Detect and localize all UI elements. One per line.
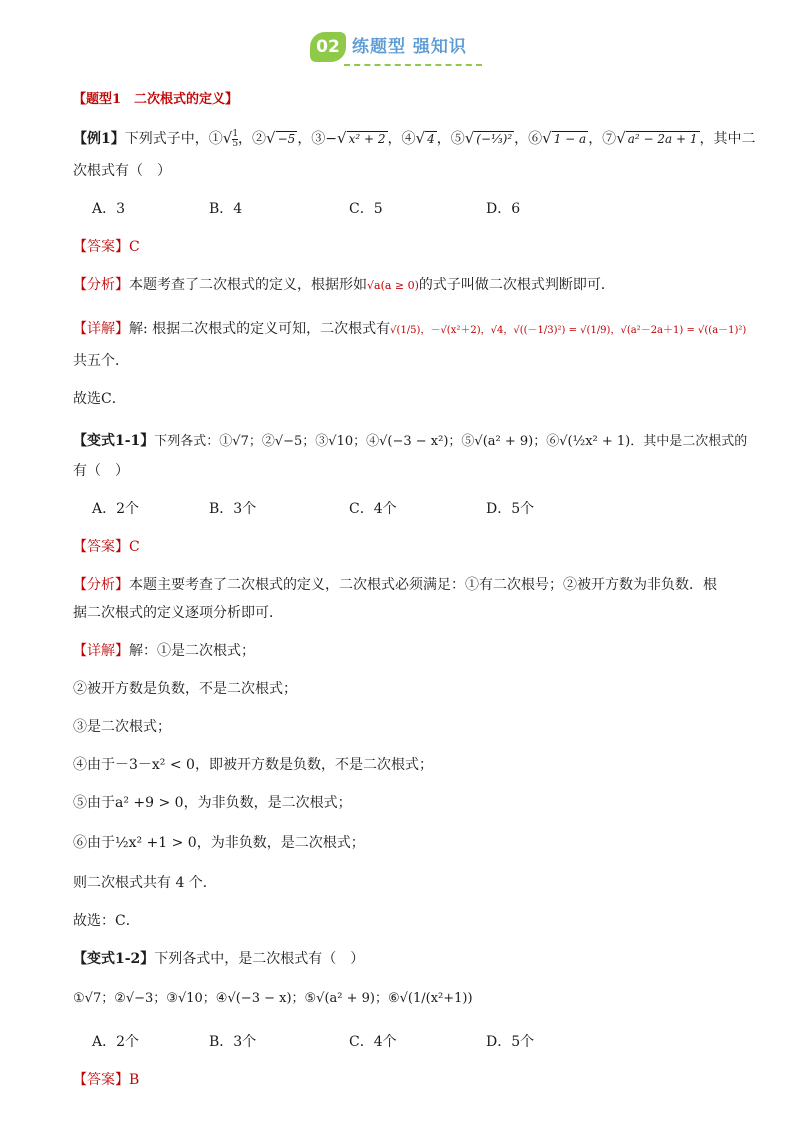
option-b: B．4 [209, 201, 243, 217]
variant-1-1-conclusion: 故选：C． [73, 913, 140, 929]
example-1-detail: 【详解】解: 根据二次根式的定义可知，二次根式有√(1/5)，－√(x²＋2)，√4，√((－1/3)²) = √(1/9)，√(a²－2a＋1) = √((a－1)²) [73, 321, 747, 337]
option-a: A．2个 [92, 1034, 140, 1050]
variant-1-1-summary: 则二次根式共有 4 个． [73, 875, 217, 891]
variant-1-1-detail-line: ④由于－3－x² < 0，即被开方数是负数，不是二次根式； [73, 757, 433, 773]
variant-1-2-stem: 【变式1-2】下列各式中，是二次根式有（ ） [73, 951, 365, 967]
variant-1-1-analysis: 【分析】本题主要考查了二次根式的定义，二次根式必须满足：①有二次根号；②被开方数为非负数．根 [73, 577, 717, 593]
option-a: A．2个 [92, 501, 140, 517]
option-b: B．3个 [209, 1034, 257, 1050]
variant-1-1-detail-line: ③是二次根式； [73, 719, 171, 735]
variant-1-2-expressions: ①√7；②√−3；③√10；④√(−3 − x)；⑤√(a² + 9)；⑥√(1/(x²+1)) [73, 991, 473, 1006]
variant-1-2-answer: 【答案】B [73, 1072, 140, 1088]
option-b: B．3个 [209, 501, 257, 517]
option-d: D．5个 [486, 1034, 535, 1050]
question-type-title: 【题型1 二次根式的定义】 [73, 92, 239, 107]
variant-1-1-stem: 【变式1-1】下列各式：①√7；②√−5；③√10；④√(−3 − x²)；⑤√(a² + 9)；⑥√(½x² + 1)．其中是二次根式的 [73, 433, 748, 449]
variant-1-1-stem-cont: 有（ ） [73, 463, 129, 479]
example-1-stem-cont: 次根式有（ ） [73, 163, 171, 179]
option-c: C．5 [349, 201, 383, 217]
example-1-label: 【例1】 [73, 131, 125, 147]
example-1-answer: 【答案】C [73, 239, 140, 255]
example-1-analysis: 【分析】本题考查了二次根式的定义，根据形如√a(a ≥ 0)的式子叫做二次根式判断即可． [73, 277, 615, 293]
section-title-header: 练题型 强知识 [352, 37, 467, 57]
example-1-stem: 【例1】下列式子中，①√ $\frac{1}{5}$ ，②√ −5 ，③−√ x² + 2 ，④√ 4 ，⑤√ (−⅓)² ，⑥√ 1 − a ，⑦√ a² − 2a + 1 ，其中二 [73, 129, 756, 149]
variant-1-1-detail-line: ②被开方数是负数，不是二次根式； [73, 681, 297, 697]
dashed-underline [344, 64, 482, 66]
option-c: C．4个 [349, 1034, 397, 1050]
variant-1-1-detail-line: 【详解】解：①是二次根式； [73, 643, 255, 659]
expression-list: ①√ $\frac{1}{5}$ ，②√ −5 ，③−√ x² + 2 ，④√ 4 ，⑤√ (−⅓)² ，⑥√ 1 − a ，⑦√ a² − 2a + 1 [208, 129, 698, 149]
variant-1-1-answer: 【答案】C [73, 539, 140, 555]
option-a: A．3 [92, 201, 126, 217]
example-1-detail-cont: 共五个． [73, 353, 129, 369]
variant-1-1-detail-line: ⑤由于a² +9 > 0，为非负数，是二次根式； [73, 795, 352, 811]
variant-1-1-detail-line: ⑥由于½x² +1 > 0，为非负数，是二次根式； [73, 835, 365, 851]
option-d: D．5个 [486, 501, 535, 517]
option-d: D．6 [486, 201, 521, 217]
option-c: C．4个 [349, 501, 397, 517]
section-number-badge: 02 [310, 32, 346, 62]
variant-1-1-analysis-cont: 据二次根式的定义逐项分析即可． [73, 605, 283, 621]
example-1-conclusion: 故选C． [73, 391, 126, 407]
